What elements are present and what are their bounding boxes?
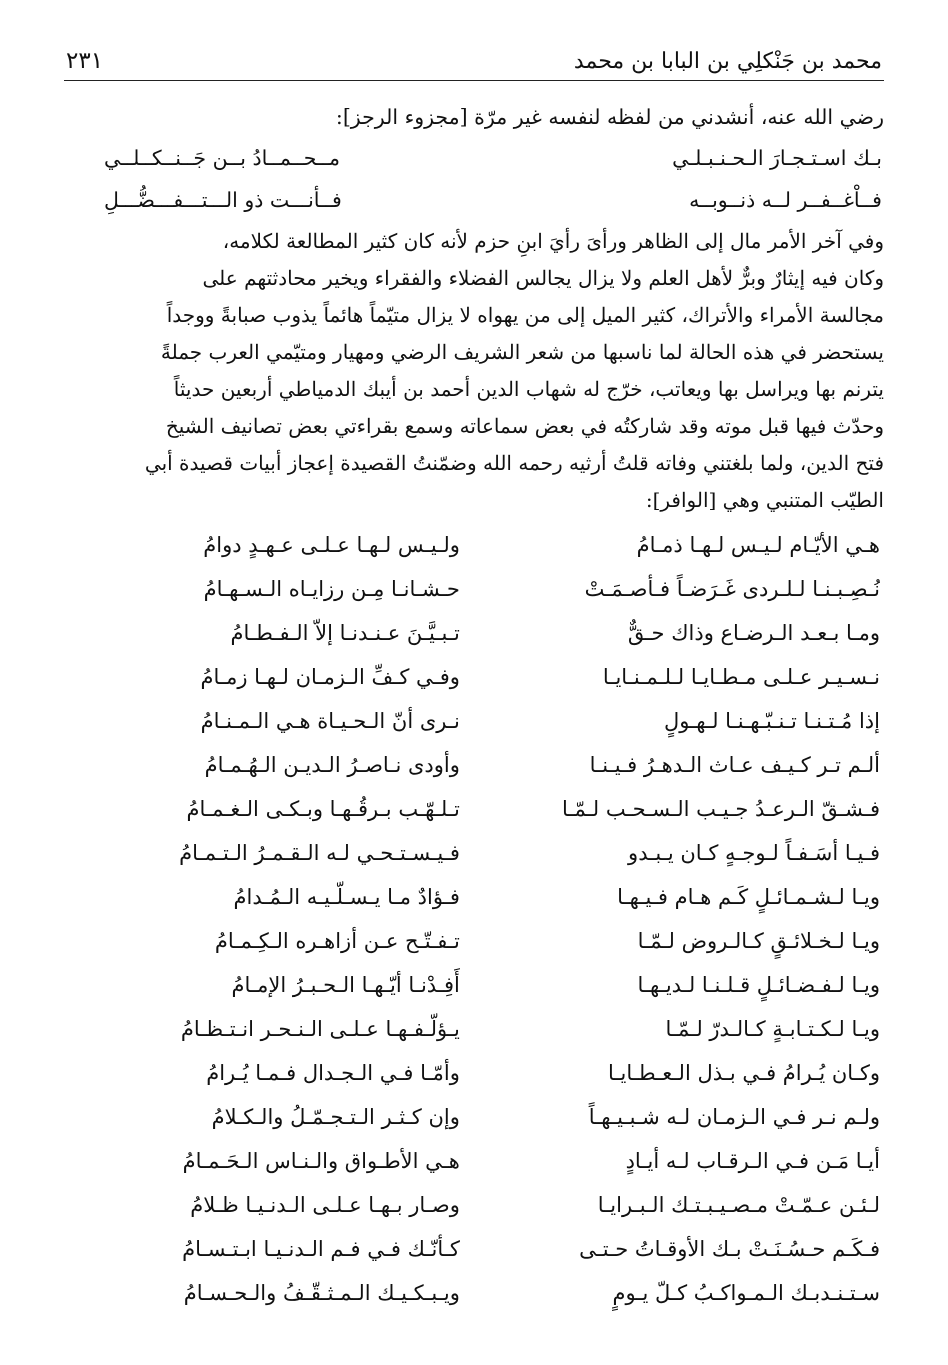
verse [64, 1183, 884, 1227]
verse [64, 743, 884, 787]
second-hemistich: ولـيـس لـهـا عـلـى عـهـدٍ دوامُ [203, 533, 460, 557]
first-hemistich: سـتـنـدبـك الـمـواكـبُ كـلّ يـومٍ [612, 1281, 880, 1305]
verse [64, 919, 884, 963]
second-hemistich: نـرى أنّ الـحـيـاة هـي الـمـنـامُ [200, 709, 460, 733]
second-hemistich: كـأنّـك فـي فـم الـدنـيـا ابـتـسـامُ [182, 1237, 460, 1261]
prose-line: الطيّب المتنبي وهي [الوافر]: [645, 488, 884, 512]
first-hemistich: بـك اسـتـجـارَ الـحـنـبـلـي [672, 146, 882, 170]
prose-line: يستحضر في هذه الحالة لما ناسبها من شعر الشريف الرضي ومهيار ومتيّمي العرب جملةً [160, 340, 884, 364]
biography-paragraph [64, 223, 884, 519]
running-header [64, 40, 884, 81]
second-hemistich: هـي الأطـواق والـنـاس الـحَـمـامُ [182, 1149, 460, 1173]
first-hemistich: نُـصِـبـنـا لـلـردى غَـرَضـاً فـأصـمَـتْ [584, 577, 880, 601]
verse [64, 655, 884, 699]
page-number: ٢٣١ [66, 48, 104, 74]
first-hemistich: ويـا لـخـلائـقٍ كـالـروض لـمّـا [637, 929, 880, 953]
first-hemistich: إذا مُـتـنـا تـنـبّـهـنـا لـهـولٍ [663, 709, 880, 733]
first-hemistich: وكـان يُـرامُ فـي بـذل الـعـطـايـا [607, 1061, 880, 1085]
first-hemistich: فـشـقّ الـرعـدُ جـيـب الـسـحـب لـمّـا [561, 797, 880, 821]
first-hemistich: لـئـن عـمّـتْ مـصـيـبـتـك الـبـرايـا [597, 1193, 880, 1217]
first-hemistich: فـكَـم حـسُـنَـتْ بـك الأوقـاتُ حـتـى [579, 1237, 880, 1261]
verse [64, 1095, 884, 1139]
verse [64, 567, 884, 611]
verse [64, 875, 884, 919]
second-hemistich: تـبـيَّـنَ عـنـدنـا إلاّ الـفـطـامُ [230, 621, 460, 645]
verse [64, 1007, 884, 1051]
first-hemistich: ومـا بـعـد الـرضـاع وذاك حـقٌّ [627, 621, 880, 645]
verse [64, 611, 884, 655]
second-hemistich: فــأنـــت ذو الـــتـــفـــضُّـــلِ [104, 188, 342, 212]
prose-line: فتح الدين، ولما بلغتني وفاته قلتُ أرثيه رحمه الله وضمّنتُ القصيدة إعجاز أبيات قصيدة أبي [144, 451, 884, 475]
second-hemistich: أَفِـدْنـا أيّـهـا الـحـبـرُ الإمـامُ [231, 973, 460, 997]
first-hemistich: هـي الأيّـام لـيـس لـهـا ذمـامُ [636, 533, 880, 557]
second-hemistich: فـيـسـتـحـي لـه الـقـمـرُ الـتـمـامُ [179, 841, 460, 865]
verse [64, 1271, 884, 1315]
second-hemistich: تـفـتّـح عـن أزاهـره الـكِـمـامُ [214, 929, 460, 953]
second-hemistich: وصـار بـهـا عـلـى الـدنـيـا ظـلامُ [190, 1193, 460, 1217]
verse [64, 523, 884, 567]
second-hemistich: وإن كـثـر الـتـجـمّـلُ والـكـلامُ [211, 1105, 460, 1129]
second-hemistich: وأمّـا فـي الـجـدال فـمـا يُـرامُ [206, 1061, 460, 1085]
prose-line: وحدّث فيها قبل موته وقد شاركتُه في بعض سماعاته وسمع بقراءتي بعض تصانيف الشيخ [165, 414, 884, 438]
first-hemistich: ويـا لـكـتـابـةٍ كـالـدرّ لـمّـا [665, 1017, 880, 1041]
verse [64, 699, 884, 743]
second-hemistich: وأودى نـاصـرُ الـديـن الـهُـمـامُ [204, 753, 460, 777]
first-hemistich: ألـم تـر كـيـف عـاث الـدهـرُ فـيـنـا [589, 753, 880, 777]
second-hemistich: ويـبـكـيـك الـمـثـقّـفُ والـحـسـامُ [183, 1281, 460, 1305]
first-hemistich: أيـا مَـن فـي الـرقـاب لـه أيـادٍ [625, 1149, 880, 1173]
couplet [64, 179, 884, 221]
verse [64, 1227, 884, 1271]
second-hemistich: مــحــمــادُ بــن جَــنــكــلــي [104, 146, 340, 170]
elegy-poem [64, 523, 884, 1315]
verse [64, 963, 884, 1007]
short-poem [64, 137, 884, 221]
prose-line: وفي آخر الأمر مال إلى الظاهر ورأىَ رأيَ ابنِ حزم لأنه كان كثير المطالعة لكلامه، [222, 229, 884, 253]
first-hemistich: ولـم نـر فـي الـزمـان لـه شـبـيـهـاً [588, 1105, 880, 1129]
verse [64, 787, 884, 831]
running-title: محمد بن جَنْكلِي بن البابا بن محمد [573, 49, 882, 74]
couplet [64, 137, 884, 179]
prose-line: وكان فيه إيثارٌ وبرٌّ لأهل العلم ولا يزال يجالس الفضلاء والفقراء ويخير محادثتهم على [202, 266, 884, 290]
verse [64, 1051, 884, 1095]
first-hemistich: نـسـيـر عـلـى مـطـايـا لـلـمـنـايـا [602, 665, 880, 689]
second-hemistich: حـشـانـا مِـن رزايـاه الـسـهـامُ [203, 577, 460, 601]
prose-line: يترنم بها ويراسل بها ويعاتب، خرّج له شهاب الدين أحمد بن أيبك الدمياطي أربعين حديثاً [173, 377, 884, 401]
prose-line: مجالسة الأمراء والأتراك، كثير الميل إلى من يهواه لا يزال متيّماً هائماً يذوب صبابةً ووجداً [166, 303, 884, 327]
first-hemistich: فـيـا أسَـفـاً لـوجـهٍ كـان يـبـدو [628, 841, 880, 865]
second-hemistich: تـلـهّـب بـرقُـهـا وبـكـى الـغـمـامُ [186, 797, 460, 821]
verse [64, 831, 884, 875]
intro-line: رضي الله عنه، أنشدني من لفظه لنفسه غير مرّة [مجزوء الرجز]: [335, 105, 884, 129]
first-hemistich: ويـا لـشـمـائـلٍ كَـم هـام فـيـهـا [617, 885, 880, 909]
verse [64, 1139, 884, 1183]
second-hemistich: فـؤادٌ مـا يـسـلّـيـه الـمُـدامُ [233, 885, 460, 909]
first-hemistich: ويـا لـفـضـائـلٍ قـلـنـا لـديـهـا [637, 973, 880, 997]
second-hemistich: وفـي كـفِّ الـزمـان لـهـا زمـامُ [200, 665, 460, 689]
second-hemistich: يـؤلّـفـهـا عـلـى الـنـحـر انـتـظـامُ [180, 1017, 460, 1041]
first-hemistich: فــاْغــفــر لــه ذنــوبــه [689, 188, 882, 212]
